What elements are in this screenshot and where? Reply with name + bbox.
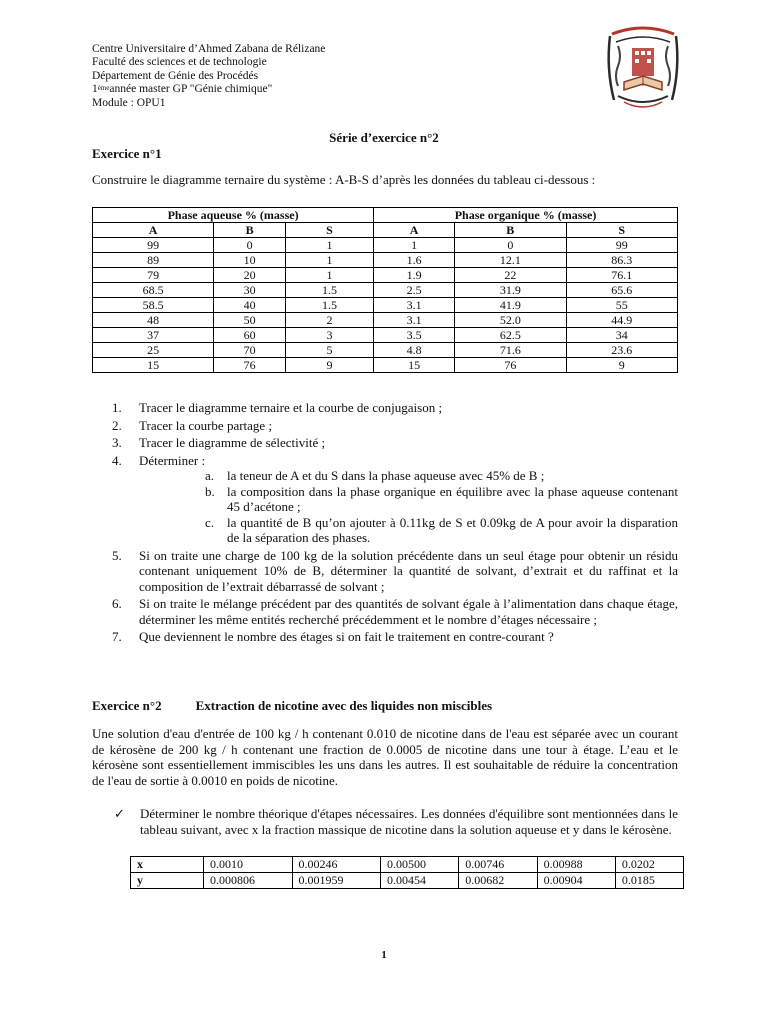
table-cell: 41.9	[455, 298, 566, 313]
header-level-sup: ème	[97, 84, 110, 93]
university-crest-icon	[604, 24, 682, 110]
table-cell: 40	[214, 298, 286, 313]
header-faculty: Faculté des sciences et de technologie	[92, 56, 267, 69]
table-cell: 20	[214, 268, 286, 283]
table-cell: 9	[285, 358, 373, 373]
table-cell: 89	[93, 253, 214, 268]
table-cell: 52.0	[455, 313, 566, 328]
table-cell: 9	[566, 358, 677, 373]
table-cell: 0.000806	[204, 873, 293, 889]
table-cell: 86.3	[566, 253, 677, 268]
table-cell: 0.00246	[292, 857, 381, 873]
x-row	[131, 857, 684, 873]
table-cell: 99	[566, 238, 677, 253]
table-cell: 34	[566, 328, 677, 343]
table-cell: 3	[285, 328, 373, 343]
table-cell: 48	[93, 313, 214, 328]
question-text: Tracer le diagramme ternaire et la courbe de conjugaison ;	[139, 400, 443, 415]
table-cell: 1.9	[374, 268, 455, 283]
question-number: 7.	[112, 629, 122, 644]
exercise1-questions	[92, 400, 678, 647]
table-cell: 12.1	[455, 253, 566, 268]
table-cell: 62.5	[455, 328, 566, 343]
aqueous-phase-header: Phase aqueuse % (masse)	[93, 208, 374, 223]
question-item	[92, 548, 678, 595]
table-cell: 25	[93, 343, 214, 358]
exercise2-bullet	[114, 806, 678, 837]
table-cell: 37	[93, 328, 214, 343]
header-module: Module : OPU1	[92, 96, 166, 109]
table-cell: 5	[285, 343, 373, 358]
exercise2-subtitle: Extraction de nicotine avec des liquides non miscibles	[195, 698, 493, 713]
table-cell: 2.5	[374, 283, 455, 298]
y-label: y	[131, 873, 204, 889]
question-text: Si on traite une charge de 100 kg de la solution précédente dans un seul étage pour obtenir un résidu contenant uniquement 10% de B, déterminer la quantité de solvant, d’extrait et du raffinat et la composition de l’extrait débarrassé de solvant ;	[139, 547, 678, 594]
checkmark-icon: ✓	[114, 806, 125, 821]
table-cell: 31.9	[455, 283, 566, 298]
question-text: Déterminer :	[139, 452, 206, 468]
table-row	[93, 238, 678, 253]
table-cell: 50	[214, 313, 286, 328]
column-header: A	[374, 223, 455, 238]
table-cell: 1.6	[374, 253, 455, 268]
table-row	[93, 328, 678, 343]
header-department: Département de Génie des Procédés	[92, 69, 259, 82]
page-title: Série d’exercice n°2	[329, 130, 439, 145]
table-cell: 76	[214, 358, 286, 373]
table-cell: 99	[93, 238, 214, 253]
sub-question-text: la teneur de A et du S dans la phase aqueuse avec 45% de B ;	[227, 468, 545, 483]
table-cell: 15	[93, 358, 214, 373]
question-item	[92, 418, 678, 434]
sub-question-text: la composition dans la phase organique en équilibre avec la phase aqueuse contenant 45 d’acétone ;	[227, 483, 678, 514]
sub-question-text: la quantité de B qu’on ajouter à 0.11kg de S et 0.09kg de A pour avoir la disparation de la séparation des phases.	[227, 514, 678, 545]
table-cell: 1.5	[285, 298, 373, 313]
question-number: 1.	[112, 400, 122, 415]
table-cell: 68.5	[93, 283, 214, 298]
table-cell: 0.0185	[615, 873, 683, 889]
y-row	[131, 873, 684, 889]
organic-phase-header: Phase organique % (masse)	[374, 208, 678, 223]
table-cell: 0.0010	[204, 857, 293, 873]
table-cell: 4.8	[374, 343, 455, 358]
table-cell: 0.0202	[615, 857, 683, 873]
question-item	[92, 453, 678, 546]
exercise2-number: Exercice n°2	[92, 698, 162, 713]
table-cell: 1	[285, 238, 373, 253]
table-column-header-row	[93, 223, 678, 238]
table-cell: 1	[285, 268, 373, 283]
sub-question-letter: b.	[205, 483, 215, 499]
table-cell: 0.00988	[537, 857, 615, 873]
table-row	[93, 283, 678, 298]
question-text: Si on traite le mélange précédent par des quantités de solvant égale à l’alimentation dans chaque étage, déterminer les même entités recherché précédemment et le nombre d’étages nécessaire ;	[139, 596, 678, 627]
column-header: B	[214, 223, 286, 238]
table-body	[93, 238, 678, 373]
table-cell: 2	[285, 313, 373, 328]
table-cell: 76	[455, 358, 566, 373]
exercise1-heading: Exercice n°1	[92, 146, 162, 161]
exercise2-paragraph: Une solution d'eau d'entrée de 100 kg / h contenant 0.010 de nicotine dans de l'eau est séparée avec un courant de kérosène de 200 kg / h contenant une fraction de 0.0005 de nicotine dans une tour à étage. L’eau et le kérosène sont essentiellement immiscibles les uns dans les autres. Il est souhaitable de réduire la concentration de l'eau de sortie à 0.0010 en poids de nicotine.	[92, 726, 678, 788]
ternary-data-table	[92, 207, 678, 373]
table-cell: 1	[285, 253, 373, 268]
table-cell: 76.1	[566, 268, 677, 283]
column-header: A	[93, 223, 214, 238]
table-cell: 0.00454	[381, 873, 459, 889]
table-cell: 30	[214, 283, 286, 298]
exercise2-heading	[92, 698, 492, 714]
table-cell: 0	[455, 238, 566, 253]
sub-questions	[139, 468, 678, 546]
table-cell: 1	[374, 238, 455, 253]
table-cell: 0.001959	[292, 873, 381, 889]
table-row	[93, 268, 678, 283]
column-header: S	[285, 223, 373, 238]
sub-question-item	[187, 468, 678, 484]
table-cell: 0.00746	[459, 857, 537, 873]
table-row	[93, 253, 678, 268]
x-label: x	[131, 857, 204, 873]
institution-header	[92, 43, 325, 110]
question-number: 2.	[112, 417, 122, 433]
table-cell: 23.6	[566, 343, 677, 358]
question-item	[92, 435, 678, 451]
table-cell: 58.5	[93, 298, 214, 313]
question-item	[92, 400, 678, 416]
table-cell: 65.6	[566, 283, 677, 298]
column-header: B	[455, 223, 566, 238]
table-row	[93, 358, 678, 373]
table-row	[93, 343, 678, 358]
table-cell: 3.1	[374, 313, 455, 328]
table-cell: 0.00500	[381, 857, 459, 873]
table-cell: 15	[374, 358, 455, 373]
question-text: Tracer la courbe partage ;	[139, 417, 273, 433]
table-row	[93, 313, 678, 328]
table-cell: 0	[214, 238, 286, 253]
bullet-text: Déterminer le nombre théorique d'étapes nécessaires. Les données d'équilibre sont mentionnées dans le tableau suivant, avec x la fraction massique de nicotine dans la solution aqueuse et y dans le kérosène.	[140, 806, 678, 837]
equilibrium-data-table	[130, 856, 684, 889]
table-row	[93, 298, 678, 313]
table-cell: 79	[93, 268, 214, 283]
question-text: Tracer le diagramme de sélectivité ;	[139, 435, 326, 450]
question-text: Que deviennent le nombre des étages si on fait le traitement en contre-courant ?	[139, 629, 554, 644]
question-item	[92, 629, 678, 645]
header-level-rest: année master GP "Génie chimique"	[109, 83, 273, 96]
table-cell: 22	[455, 268, 566, 283]
page-number: 1	[381, 949, 387, 961]
table-cell: 71.6	[455, 343, 566, 358]
table-cell: 0.00904	[537, 873, 615, 889]
table-cell: 70	[214, 343, 286, 358]
question-number: 4.	[112, 452, 122, 468]
question-item	[92, 596, 678, 627]
sub-question-letter: c.	[205, 514, 215, 530]
table-cell: 3.1	[374, 298, 455, 313]
header-level-num: 1	[92, 83, 98, 96]
table-cell: 60	[214, 328, 286, 343]
question-number: 6.	[112, 596, 122, 611]
sub-question-item	[187, 484, 678, 515]
table-cell: 0.00682	[459, 873, 537, 889]
table-cell: 10	[214, 253, 286, 268]
header-university: Centre Universitaire d’Ahmed Zabana de Rélizane	[92, 43, 326, 55]
header-level	[92, 83, 325, 96]
column-header: S	[566, 223, 677, 238]
sub-question-letter: a.	[205, 468, 215, 483]
table-cell: 3.5	[374, 328, 455, 343]
question-number: 3.	[112, 435, 122, 450]
question-number: 5.	[112, 547, 122, 563]
exercise1-intro: Construire le diagramme ternaire du système : A-B-S d’après les données du tableau ci-dessous :	[92, 172, 596, 187]
table-cell: 55	[566, 298, 677, 313]
table-cell: 1.5	[285, 283, 373, 298]
table-cell: 44.9	[566, 313, 677, 328]
table-group-header-row	[93, 208, 678, 223]
sub-question-item	[187, 515, 678, 546]
